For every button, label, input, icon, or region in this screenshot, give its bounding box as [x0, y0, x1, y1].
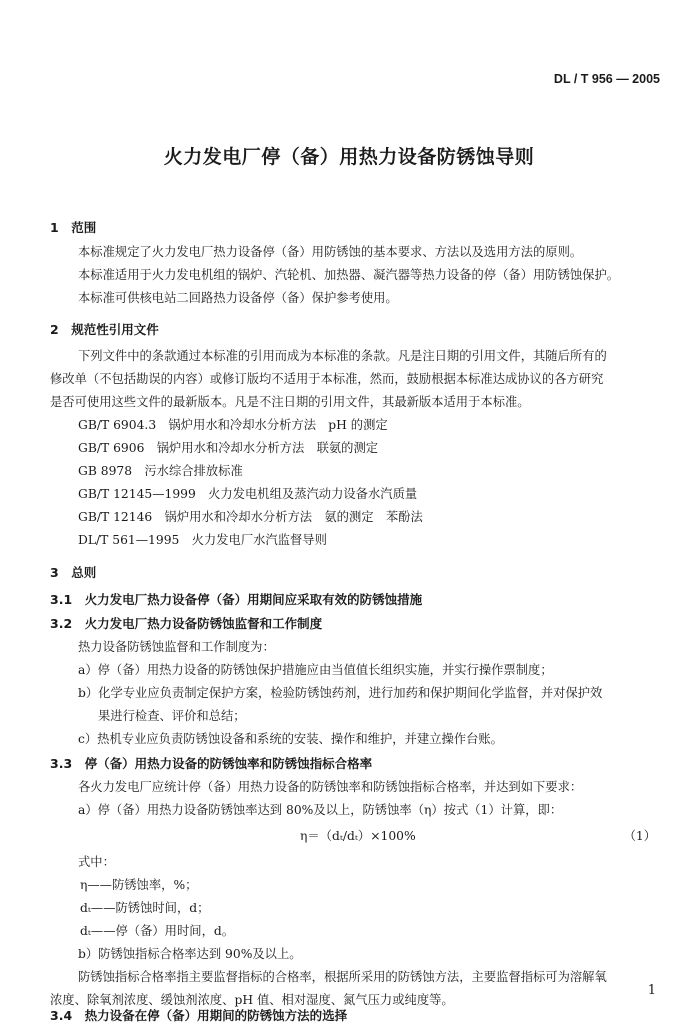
list-item: a）停（备）用热力设备的防锈蚀保护措施应由当值值长组织实施，并实行操作票制度； — [78, 663, 553, 677]
reference-item: GB/T 6906 锅炉用水和冷却水分析方法 联氨的测定 — [78, 441, 379, 455]
section-3-heading: 3 总则 — [50, 565, 97, 580]
list-item: b）化学专业应负责制定保护方案，检验防锈蚀药剂，进行加药和保护期间化学监督，并对保护效 — [78, 686, 603, 700]
paragraph: 本标准可供核电站二回路热力设备停（备）保护参考使用。 — [78, 291, 398, 305]
page-number: 1 — [647, 983, 656, 998]
formula: η＝（dₜ/dₜ）×100% — [300, 829, 416, 843]
definition-item: dₜ——防锈蚀时间，d； — [80, 901, 210, 915]
formula-number: （1） — [623, 829, 656, 843]
reference-item: GB/T 12145—1999 火力发电机组及蒸汽动力设备水汽质量 — [78, 487, 418, 501]
definition-item: dₜ——停（备）用时间，d。 — [80, 924, 235, 938]
list-item: a）停（备）用热力设备防锈蚀率达到 80%及以上，防锈蚀率（η）按式（1）计算，即： — [78, 803, 563, 817]
page-title: 火力发电厂停（备）用热力设备防锈蚀导则 — [163, 146, 535, 168]
paragraph: 本标准适用于火力发电机组的锅炉、汽轮机、加热器、凝汽器等热力设备的停（备）用防锈蚀保护。 — [78, 268, 620, 282]
reference-item: GB 8978 污水综合排放标准 — [78, 464, 243, 478]
reference-item: GB/T 12146 锅炉用水和冷却水分析方法 氨的测定 苯酚法 — [78, 510, 423, 524]
section-2-heading: 2 规范性引用文件 — [50, 322, 159, 337]
section-1-heading: 1 范围 — [50, 220, 97, 235]
paragraph: 浓度、除氧剂浓度、缓蚀剂浓度、pH 值、相对湿度、氮气压力或纯度等。 — [50, 993, 454, 1007]
reference-item: DL/T 561—1995 火力发电厂水汽监督导则 — [78, 533, 327, 547]
definition-item: η——防锈蚀率，%； — [80, 878, 198, 892]
list-item: b）防锈蚀指标合格率达到 90%及以上。 — [78, 947, 302, 961]
paragraph: 修改单（不包括勘误的内容）或修订版均不适用于本标准，然而，鼓励根据本标准达成协议的各方研究 — [50, 372, 604, 386]
where-label: 式中： — [78, 855, 115, 869]
subsection-3-4-heading: 3.4 热力设备在停（备）用期间的防锈蚀方法的选择 — [50, 1008, 348, 1023]
list-item-continuation: 果进行检查、评价和总结； — [98, 709, 246, 723]
paragraph: 热力设备防锈蚀监督和工作制度为： — [78, 640, 275, 654]
paragraph: 是否可使用这些文件的最新版本。凡是不注日期的引用文件，其最新版本适用于本标准。 — [50, 395, 530, 409]
subsection-3-2-heading: 3.2 火力发电厂热力设备防锈蚀监督和工作制度 — [50, 616, 323, 631]
subsection-3-1-heading: 3.1 火力发电厂热力设备停（备）用期间应采取有效的防锈蚀措施 — [50, 592, 423, 607]
paragraph: 下列文件中的条款通过本标准的引用而成为本标准的条款。凡是注日期的引用文件，其随后所有的 — [78, 349, 607, 363]
document-code: DL / T 956 — 2005 — [553, 72, 660, 86]
subsection-3-3-heading: 3.3 停（备）用热力设备的防锈蚀率和防锈蚀指标合格率 — [50, 756, 373, 771]
paragraph: 本标准规定了火力发电厂热力设备停（备）用防锈蚀的基本要求、方法以及选用方法的原则。 — [78, 245, 583, 259]
paragraph: 各火力发电厂应统计停（备）用热力设备的防锈蚀率和防锈蚀指标合格率，并达到如下要求： — [78, 780, 583, 794]
list-item: c）热机专业应负责防锈蚀设备和系统的安装、操作和维护，并建立操作台账。 — [78, 732, 503, 746]
reference-item: GB/T 6904.3 锅炉用水和冷却水分析方法 pH 的测定 — [78, 418, 388, 432]
paragraph: 防锈蚀指标合格率指主要监督指标的合格率，根据所采用的防锈蚀方法，主要监督指标可为溶解氧 — [78, 970, 607, 984]
